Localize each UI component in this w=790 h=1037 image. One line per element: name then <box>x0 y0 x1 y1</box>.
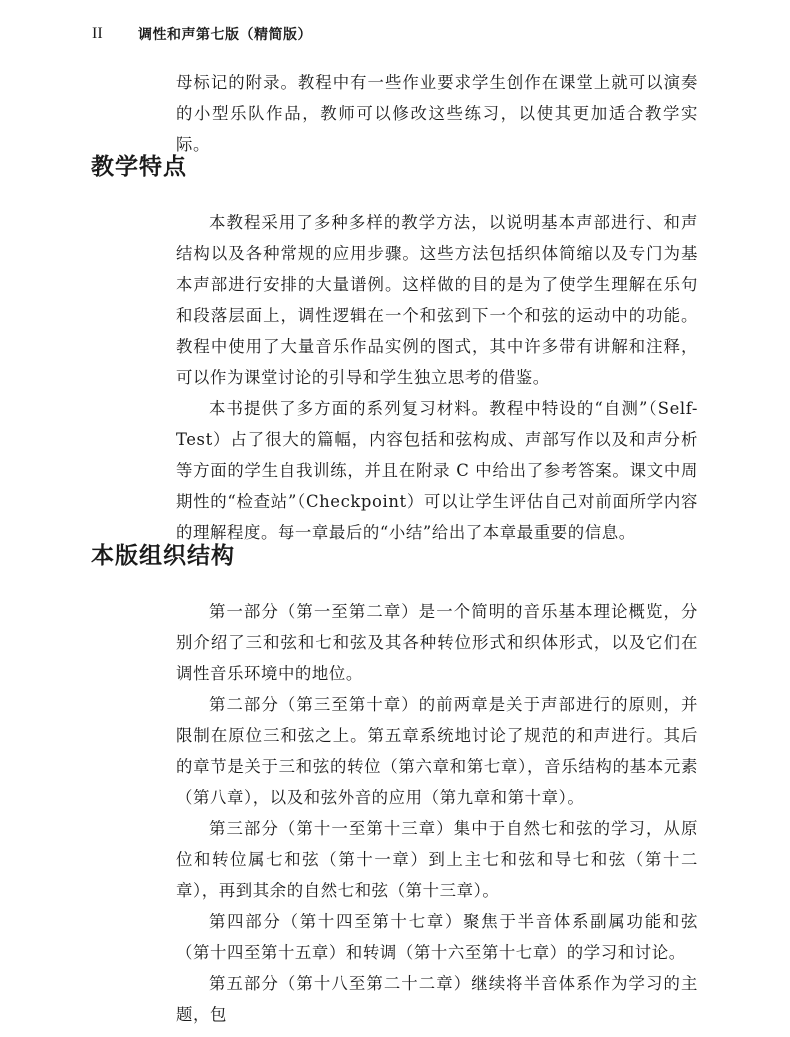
body-paragraph: 第五部分（第十八至第二十二章）继续将半音体系作为学习的主题，包 <box>176 974 698 1024</box>
section-heading-organization: 本版组织结构 <box>91 543 235 569</box>
body-paragraph: 第二部分（第三至第十章）的前两章是关于声部进行的原则，并限制在原位三和弦之上。第五章系统地讨论了规范的和声进行。其后的章节是关于三和弦的转位（第六章和第七章），音乐结构的基本元素（第八章），以及和弦外音的应用（第九章和第十章）。 <box>176 695 698 807</box>
intro-paragraph: 母标记的附录。教程中有一些作业要求学生创作在课堂上就可以演奏的小型乐队作品，教师可以修改这些练习，以使其更加适合教学实际。 <box>176 73 698 154</box>
body-paragraph: 本书提供了多方面的系列复习材料。教程中特设的“自测”（Self-Test）占了很大的篇幅，内容包括和弦构成、声部写作以及和声分析等方面的学生自我训练，并且在附录 C 中给出了参考答案。课文中周期性的“检查站”（Checkpoint）可以让学生评估自己对前面所学内容的理解程度。每一章最后的“小结”给出了本章最重要的信息。 <box>176 399 698 542</box>
intro-block <box>176 67 698 160</box>
section-body-teaching-features <box>176 207 698 548</box>
running-head <box>92 22 312 46</box>
body-paragraph: 第四部分（第十四至第十七章）聚焦于半音体系副属功能和弦（第十四至第十五章）和转调（第十六至第十七章）的学习和讨论。 <box>176 912 698 962</box>
body-paragraph: 第三部分（第十一至第十三章）集中于自然七和弦的学习，从原位和转位属七和弦（第十一章）到上主七和弦和导七和弦（第十二章），再到其余的自然七和弦（第十三章）。 <box>176 819 698 900</box>
body-paragraph: 第一部分（第一至第二章）是一个简明的音乐基本理论概览，分别介绍了三和弦和七和弦及其各种转位形式和织体形式，以及它们在调性音乐环境中的地位。 <box>176 602 698 683</box>
section-heading-teaching-features: 教学特点 <box>91 154 187 180</box>
page-number: II <box>92 25 103 42</box>
book-title: 调性和声第七版（精简版） <box>138 27 312 43</box>
section-body-organization <box>176 596 698 1030</box>
body-paragraph: 本教程采用了多种多样的教学方法，以说明基本声部进行、和声结构以及各种常规的应用步骤。这些方法包括织体简缩以及专门为基本声部进行安排的大量谱例。这样做的目的是为了使学生理解在乐句和段落层面上，调性逻辑在一个和弦到下一个和弦的运动中的功能。教程中使用了大量音乐作品实例的图式，其中许多带有讲解和注释，可以作为课堂讨论的引导和学生独立思考的借鉴。 <box>176 213 698 387</box>
